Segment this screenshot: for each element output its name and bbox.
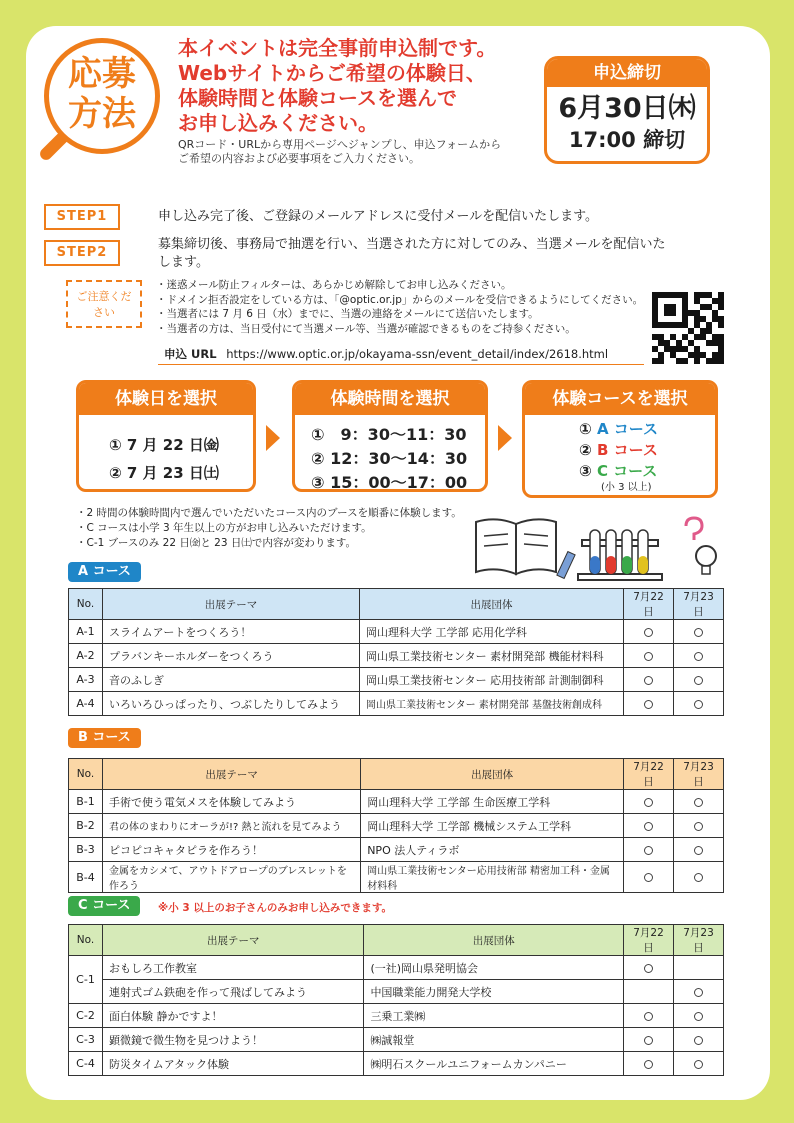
booth-organization: ㈱誠報堂 [364, 1028, 624, 1052]
select-course-title: 体験コースを選択 [525, 383, 715, 415]
available-circle-icon [644, 873, 653, 882]
available-circle-icon [644, 1060, 653, 1069]
note-item: ・C コースは小学 3 年生以上の方がお申し込みいただけます。 [76, 522, 372, 534]
step2-label: STEP2 [44, 240, 120, 266]
availability-cell [624, 1004, 674, 1028]
select-day-box [76, 380, 256, 492]
booth-theme: 金属をカシメて、アウトドアロープのブレスレットを作ろう [103, 862, 361, 893]
availability-cell [674, 1004, 724, 1028]
step1-label: STEP1 [44, 204, 120, 230]
booth-theme: 面白体験 静かですよ！ [103, 1004, 364, 1028]
instructions-line: ご希望の内容および必要事項をご入力ください。 [178, 152, 420, 165]
booth-theme: おもしろ工作教室 [103, 956, 364, 980]
available-circle-icon [644, 1012, 653, 1021]
availability-cell [674, 644, 724, 668]
science-illustration-icon [466, 512, 726, 586]
select-time-title: 体験時間を選択 [295, 383, 485, 415]
availability-cell [674, 838, 724, 862]
available-circle-icon [694, 1036, 703, 1045]
available-circle-icon [694, 628, 703, 637]
col-no: No. [69, 759, 103, 790]
notes-list [76, 506, 462, 551]
availability-cell [624, 620, 674, 644]
instructions-line: QRコード・URLから専用ページへジャンプし、申込フォームから [178, 138, 502, 151]
select-day-title: 体験日を選択 [79, 383, 253, 415]
available-circle-icon [694, 822, 703, 831]
deadline-date: 6月30日㈭ [558, 93, 696, 124]
booth-number: C-3 [69, 1028, 103, 1052]
booth-theme: いろいろひっぱったり、つぶしたりしてみよう [103, 692, 360, 716]
availability-cell [624, 956, 674, 980]
step2-text: 募集締切後、事務局で抽選を行い、当選された方に対してのみ、当選メールを配信いたします。 [158, 237, 666, 270]
availability-cell [674, 692, 724, 716]
headline-line: お申し込みください。 [178, 111, 378, 135]
booth-number: C-2 [69, 1004, 103, 1028]
arrow-right-icon [266, 425, 280, 451]
caution-item: ・ドメイン拒否設定をしている方は、「@optic.or.jp」からのメールを受信できるようにしてください。 [156, 293, 644, 306]
course-option-a: ① A コース [579, 420, 659, 438]
booth-number: A-1 [69, 620, 103, 644]
booth-theme: 手術で使う電気メスを体験してみよう [103, 790, 361, 814]
table-row [69, 644, 724, 668]
booth-theme: 顕微鏡で微生物を見つけよう！ [103, 1028, 364, 1052]
available-circle-icon [644, 1036, 653, 1045]
deadline-time: 17:00 締切 [568, 128, 686, 152]
course-b-tag: B コース [68, 728, 141, 748]
available-circle-icon [694, 1060, 703, 1069]
col-theme: 出展テーマ [103, 925, 364, 956]
booth-number: A-4 [69, 692, 103, 716]
table-row [69, 692, 724, 716]
booth-organization: 三乗工業㈱ [364, 1004, 624, 1028]
caution-label: ご注意ください [66, 280, 142, 328]
course-c-age-note: (小 3 以上) [601, 482, 652, 493]
step1-text: 申し込み完了後、ご登録のメールアドレスに受付メールを配信いたします。 [158, 209, 599, 224]
headline [178, 36, 496, 136]
booth-number: C-4 [69, 1052, 103, 1076]
available-circle-icon [644, 798, 653, 807]
availability-cell [624, 790, 674, 814]
booth-number: B-2 [69, 814, 103, 838]
table-row [69, 956, 724, 980]
deadline-title: 申込締切 [547, 59, 707, 87]
booth-number: C-1 [69, 956, 103, 1004]
url-divider [158, 364, 644, 365]
time-option: ① 9：30〜11：30 [311, 425, 467, 444]
course-c-table [68, 924, 724, 1076]
course-option-b: ② B コース [579, 441, 658, 459]
table-row [69, 620, 724, 644]
booth-theme: 連射式ゴム鉄砲を作って飛ばしてみよう [103, 980, 364, 1004]
booth-theme: スライムアートをつくろう！ [103, 620, 360, 644]
available-circle-icon [644, 676, 653, 685]
col-theme: 出展テーマ [103, 759, 361, 790]
time-option: ③ 15：00〜17：00 [311, 473, 468, 492]
qr-code-icon[interactable] [652, 292, 724, 364]
availability-cell [624, 692, 674, 716]
course-c-tag: C コース [68, 896, 140, 916]
availability-cell [624, 814, 674, 838]
availability-cell [624, 644, 674, 668]
course-option-c: ③ C コース [579, 462, 658, 480]
available-circle-icon [694, 846, 703, 855]
availability-cell [624, 1028, 674, 1052]
col-day1: 7月22日 [624, 759, 674, 790]
booth-theme: 音のふしぎ [103, 668, 360, 692]
table-row [69, 1052, 724, 1076]
table-row [69, 862, 724, 893]
availability-cell [624, 980, 674, 1004]
availability-cell [674, 814, 724, 838]
booth-theme: 君の体のまわりにオーラが!? 熱と流れを見てみよう [103, 814, 361, 838]
table-row [69, 1028, 724, 1052]
col-day1: 7月22日 [624, 589, 674, 620]
day-option: ① 7 月 22 日㈮ [109, 436, 219, 454]
available-circle-icon [644, 628, 653, 637]
booth-organization: 岡山県工業技術センター応用技術部 精密加工科・金属材料科 [361, 862, 624, 893]
qr-module [718, 358, 724, 364]
table-row [69, 1004, 724, 1028]
select-course-box [522, 380, 718, 498]
col-day1: 7月22日 [624, 925, 674, 956]
booth-organization: ㈱明石スクールユニフォームカンパニー [364, 1052, 624, 1076]
col-theme: 出展テーマ [103, 589, 360, 620]
caution-list [156, 278, 643, 336]
availability-cell [624, 1052, 674, 1076]
col-org: 出展団体 [360, 589, 624, 620]
booth-number: B-1 [69, 790, 103, 814]
availability-cell [624, 838, 674, 862]
apply-url-line [164, 346, 608, 362]
note-item: ・C-1 ブースのみ 22 日㈮と 23 日㈯で内容が変わります。 [76, 537, 357, 549]
apply-url-label: 申込 URL [164, 347, 217, 361]
availability-cell [624, 668, 674, 692]
day-option: ② 7 月 23 日㈯ [109, 464, 219, 482]
booth-number: B-3 [69, 838, 103, 862]
headline-line: 体験時間と体験コースを選んで [178, 86, 457, 110]
col-day2: 7月23日 [674, 759, 724, 790]
booth-number: A-2 [69, 644, 103, 668]
table-row [69, 980, 724, 1004]
col-no: No. [69, 925, 103, 956]
available-circle-icon [694, 676, 703, 685]
available-circle-icon [644, 652, 653, 661]
table-row [69, 838, 724, 862]
booth-number: A-3 [69, 668, 103, 692]
caution-item: ・当選者の方は、当日受付にて当選メール等、当選が確認できるものをご持参ください。 [156, 322, 576, 335]
col-no: No. [69, 589, 103, 620]
available-circle-icon [694, 652, 703, 661]
table-row [69, 814, 724, 838]
available-circle-icon [694, 700, 703, 709]
availability-cell [624, 862, 674, 893]
table-row [69, 668, 724, 692]
availability-cell [674, 620, 724, 644]
available-circle-icon [644, 700, 653, 709]
booth-organization: 岡山県工業技術センター 素材開発部 機能材料科 [360, 644, 624, 668]
booth-theme: プラバンキーホルダーをつくろう [103, 644, 360, 668]
availability-cell [674, 862, 724, 893]
booth-organization: 岡山理科大学 工学部 生命医療工学科 [361, 790, 624, 814]
deadline-box [544, 56, 710, 164]
available-circle-icon [694, 1012, 703, 1021]
caution-item: ・迷惑メール防止フィルターは、あらかじめ解除してお申し込みください。 [156, 279, 512, 291]
course-a-table [68, 588, 724, 716]
booth-organization: NPO 法人ティラボ [361, 838, 624, 862]
booth-theme: 防災タイムアタック体験 [103, 1052, 364, 1076]
booth-theme: ピコピコキャタピラを作ろう！ [103, 838, 361, 862]
headline-line: Webサイトからご希望の体験日、 [178, 61, 486, 85]
time-option: ② 12：30〜14：30 [311, 449, 468, 468]
apply-url-link[interactable]: https://www.optic.or.jp/okayama-ssn/event_detail/index/2618.html [226, 347, 609, 361]
note-item: ・2 時間の体験時間内で選んでいただいたコース内のブースを順番に体験します。 [76, 507, 462, 519]
booth-organization: (一社)岡山県発明協会 [364, 956, 624, 980]
apply-method-badge [44, 38, 172, 166]
instructions [178, 138, 501, 166]
course-a-tag: A コース [68, 562, 141, 582]
availability-cell [674, 956, 724, 980]
col-org: 出展団体 [361, 759, 624, 790]
booth-organization: 岡山理科大学 工学部 応用化学科 [360, 620, 624, 644]
availability-cell [674, 1028, 724, 1052]
availability-cell [674, 980, 724, 1004]
booth-number: B-4 [69, 862, 103, 893]
available-circle-icon [694, 798, 703, 807]
available-circle-icon [694, 988, 703, 997]
table-row [69, 790, 724, 814]
available-circle-icon [694, 873, 703, 882]
available-circle-icon [644, 964, 653, 973]
col-org: 出展団体 [364, 925, 624, 956]
select-time-box [292, 380, 488, 492]
availability-cell [674, 790, 724, 814]
course-c-note: ※小 3 以上のお子さんのみお申し込みできます。 [158, 902, 392, 914]
availability-cell [674, 1052, 724, 1076]
badge-label: 応募方法 [68, 54, 136, 134]
booth-organization: 岡山理科大学 工学部 機械システム工学科 [361, 814, 624, 838]
available-circle-icon [644, 822, 653, 831]
booth-organization: 岡山県工業技術センター 素材開発部 基盤技術創成科 [360, 692, 624, 716]
col-day2: 7月23日 [674, 589, 724, 620]
col-day2: 7月23日 [674, 925, 724, 956]
available-circle-icon [644, 846, 653, 855]
course-b-table [68, 758, 724, 893]
arrow-right-icon [498, 425, 512, 451]
caution-item: ・当選者には 7 月 6 日（水）までに、当選の連絡をメールにて送信いたします。 [156, 308, 539, 320]
availability-cell [674, 668, 724, 692]
booth-organization: 岡山県工業技術センター 応用技術部 計測制御科 [360, 668, 624, 692]
headline-line: 本イベントは完全事前申込制です。 [178, 36, 497, 60]
booth-organization: 中国職業能力開発大学校 [364, 980, 624, 1004]
